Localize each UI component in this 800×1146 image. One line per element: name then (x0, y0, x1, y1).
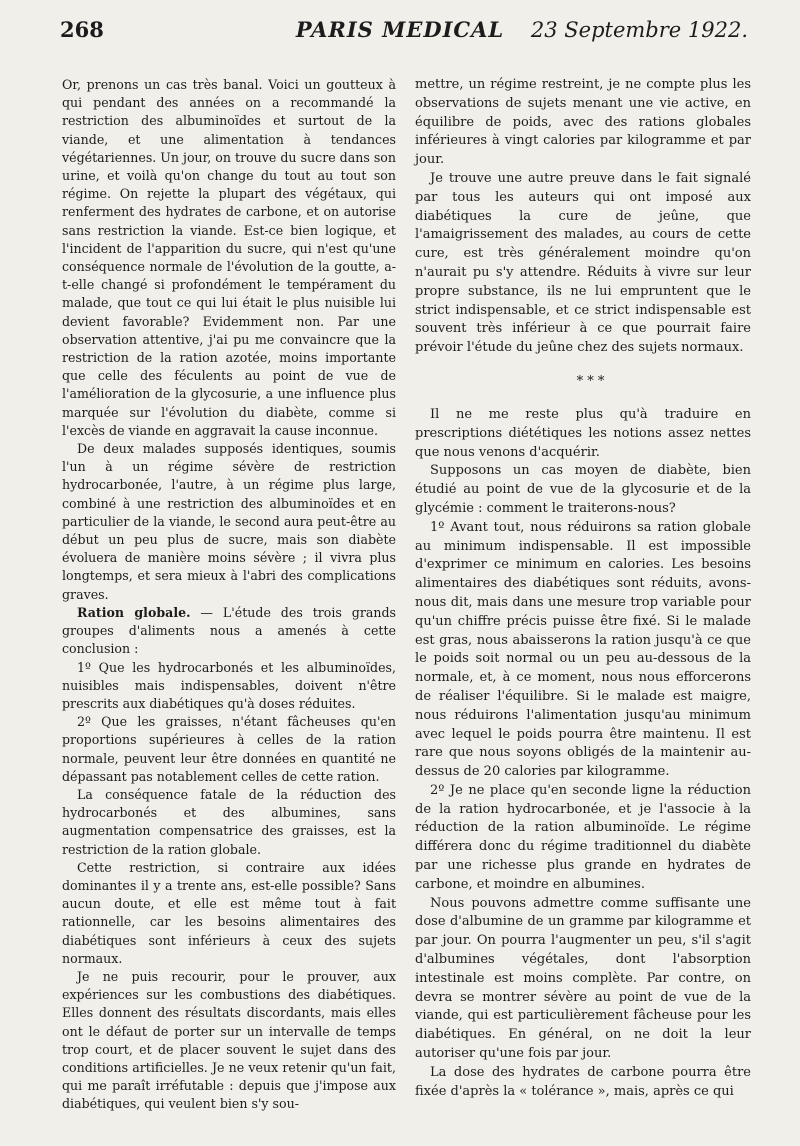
issue-date: 23 Septembre 1922. (530, 18, 748, 42)
paragraph: La conséquence fatale de la réduction des hydrocarbonés et des albumines, sans augmentation compensatrice des graisses, est la restriction de la ration globale. (62, 786, 396, 857)
running-header (0, 14, 800, 48)
left-column (62, 76, 396, 1114)
paragraph: 1º Avant tout, nous réduirons sa ration globale au minimum indispensable. Il est impossible d'exprimer ce minimum en calories. Les besoins alimentaires des diabétiques sont réduits, avons-nous dit, mais dans une mesure trop variable pour qu'un chiffre précis puisse être fixé. Si le malade est gras, nous abaisserons la ration jusqu'à ce que le poids soit normal ou un peu au-dessous de la normale, et, à ce moment, nous nous efforcerons de réaliser l'équilibre. Si le malade est maigre, nous réduirons l'alimentation jusqu'au minimum avec lequel le poids pourra être maintenu. Il est rare que nous soyons obligés de la maintenir au-dessus de 20 calories par kilogramme. (415, 519, 751, 780)
paragraph: La dose des hydrates de carbone pourra être fixée d'après la « tolérance », mais, après ce qui (415, 1064, 751, 1099)
paragraph-ration-globale (62, 604, 396, 659)
section-separator: * * * (576, 373, 605, 389)
section-heading: Ration globale. (77, 604, 191, 620)
paragraph: De deux malades supposés identiques, soumis l'un à un régime sévère de restriction hydrocarbonée, l'autre, à un régime plus large, combiné à une restriction des albuminoïdes et en particulier de la viande, le second aura peut-être au début un peu plus de sucre, mais son diabète évoluera de manière moins sévère ; il vivra plus longtemps, et sera mieux à l'abri des complications graves. (62, 441, 396, 602)
paragraph: Supposons un cas moyen de diabète, bien étudié au point de vue de la glycosurie et de la glycémie : comment le traiterons-nous? (415, 463, 751, 516)
paragraph: Or, prenons un cas très banal. Voici un goutteux à qui pendant des années on a recommandé la restriction des albuminoïdes et surtout de la viande, et une alimentation à tendances végétariennes. Un jour, on trouve du sucre dans son urine, et voilà qu'on change du tout au tout son régime. On rejette la plupart des végétaux, qui renferment des hydrates de carbone, et on autorise sans restriction la viande. Est-ce bien logique, et l'incident de l'apparition du sucre, qui n'est qu'une conséquence normale de l'évolution de la goutte, a-t-elle changé si profondément le tempérament du malade, que tout ce qui lui était le plus nuisible lui devient favorable? Evidemment non. Par une observation attentive, j'ai pu me convaincre que la restriction de la ration azotée, moins importante que celle des féculents au point de vue de l'amélioration de la glycosurie, a une influence plus marquée sur l'évolution du diabète, comme si l'excès de viande en aggravait la cause inconnue. (62, 77, 396, 438)
paragraph: Cette restriction, si contraire aux idées dominantes il y a trente ans, est-elle possible? Sans aucun doute, et elle est même tout à fait rationnelle, car les besoins alimentaires des diabétiques sont inférieurs à ceux des sujets normaux. (62, 859, 396, 966)
paragraph: mettre, un régime restreint, je ne compte plus les observations de sujets menant une vie active, en équilibre de poids, avec des rations globales inférieures à vingt calories par kilogramme et par jour. (415, 77, 751, 168)
paragraph: 2º Que les graisses, n'étant fâcheuses qu'en proportions supérieures à celles de la ration normale, peuvent leur être données en quantité ne dépassant pas notablement celles de cette ration. (62, 714, 396, 784)
journal-title: PARIS MEDICAL (295, 17, 505, 42)
right-column (415, 76, 751, 1101)
paragraph: Je trouve une autre preuve dans le fait signalé par tous les auteurs qui ont imposé aux diabétiques la cure de jeûne, que l'amaigrissement des malades, au cours de cette cure, est très généralement moindre qu'on n'aurait pu s'y attendre. Réduits à vivre sur leur propre substance, ils ne lui empruntent que le strict indispensable, et ce strict indispensable est souvent très inférieur à ce que pourrait faire prévoir l'étude du jeûne chez des sujets normaux. (415, 170, 751, 356)
paragraph: 2º Je ne place qu'en seconde ligne la réduction de la ration hydrocarbonée, et je l'associe à la réduction de la ration albuminoïde. Le régime différera donc du régime traditionnel du diabète par une richesse plus grande en hydrates de carbone, et moindre en albumines. (415, 782, 751, 892)
paragraph-text: — L'étude des trois grands groupes d'aliments nous a amenés à cette conclusion : (62, 604, 396, 657)
page-number: 268 (60, 17, 104, 42)
paragraph: Nous pouvons admettre comme suffisante une dose d'albumine de un gramme par kilogramme et par jour. On pourra l'augmenter un peu, s'il s'agit d'albumines végétales, dont l'absorption intestinale est moins complète. Par contre, on devra se montrer sévère au point de vue de la viande, qui est particulièrement fâcheuse pour les diabétiques. En général, on ne doit la leur autoriser qu'une fois par jour. (415, 895, 751, 1062)
paragraph: Je ne puis recourir, pour le prouver, aux expériences sur les combustions des diabétiques. Elles donnent des résultats discordants, mais elles ont le défaut de porter sur un intervalle de temps trop court, et de placer souvent le sujet dans des conditions artificielles. Je ne veux retenir qu'un fait, qui me paraît irréfutable : depuis que j'impose aux diabétiques, qui veulent bien s'y sou- (62, 968, 396, 1112)
paragraph: 1º Que les hydrocarbonés et les albuminoïdes, nuisibles mais indispensables, doivent n'être prescrits aux diabétiques qu'à doses réduites. (62, 659, 396, 711)
paragraph: Il ne me reste plus qu'à traduire en prescriptions diététiques les notions assez nettes que nous venons d'acquérir. (415, 406, 751, 460)
